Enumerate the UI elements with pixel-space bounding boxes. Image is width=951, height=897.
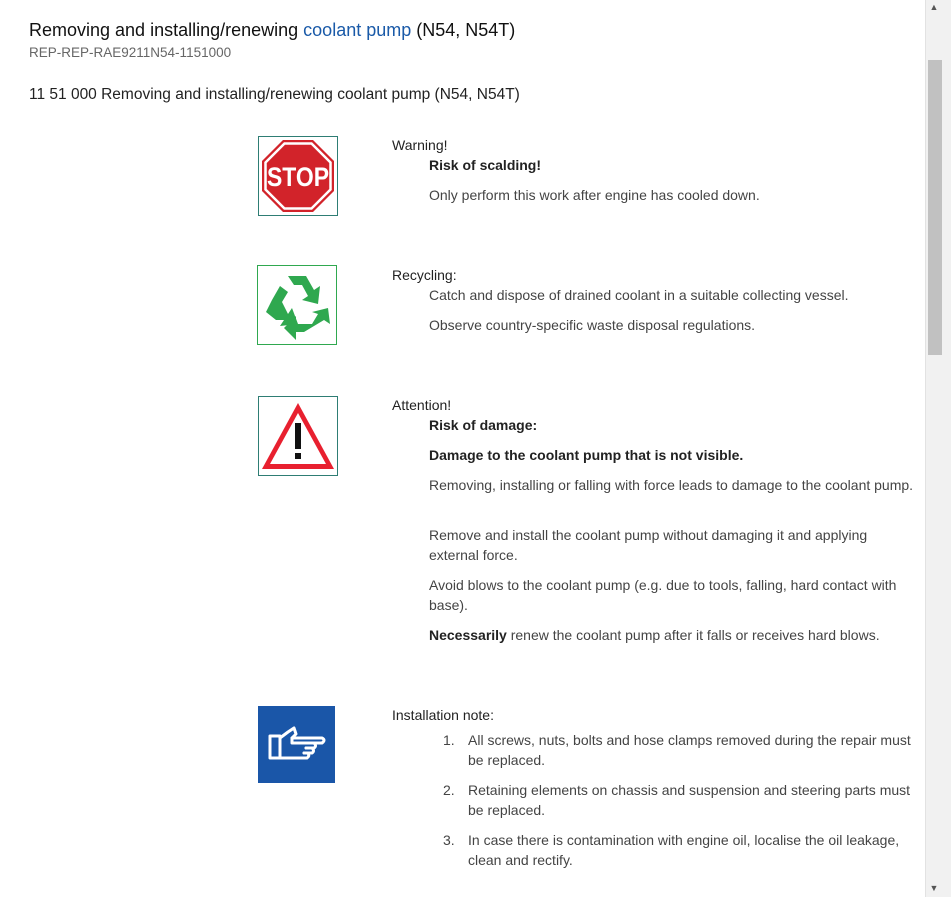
document-id: REP-REP-RAE9211N54-1151000 <box>29 45 232 60</box>
stop-sign-text: STOP <box>267 162 329 192</box>
section-heading: 11 51 000 Removing and installing/renewing coolant pump (N54, N54T) <box>29 86 520 103</box>
warning-text: Only perform this work after engine has cooled down. <box>429 187 760 203</box>
attention-line-4-rest: renew the coolant pump after it falls or receives hard blows. <box>506 627 880 643</box>
list-item-number: 2. <box>443 782 455 798</box>
recycling-icon <box>257 265 337 345</box>
attention-line-1: Removing, installing or falling with force leads to damage to the coolant pump. <box>429 477 914 493</box>
attention-label: Attention! <box>392 397 452 413</box>
necessarily-bold: Necessarily <box>429 627 507 643</box>
title-prefix: Removing and installing/renewing <box>29 20 304 40</box>
attention-line-4 <box>429 625 914 645</box>
page-title <box>29 20 515 41</box>
installation-note-label: Installation note: <box>392 707 494 723</box>
list-item: Retaining elements on chassis and suspension and steering parts must be replaced. <box>468 782 911 818</box>
stop-sign-icon <box>258 136 338 216</box>
recycling-line-2: Observe country-specific waste disposal regulations. <box>429 317 756 333</box>
recycling-label: Recycling: <box>392 267 457 283</box>
scrollbar-thumb[interactable] <box>928 60 942 355</box>
warning-triangle-icon <box>258 396 338 476</box>
scroll-up-arrow-icon[interactable]: ▲ <box>929 2 939 12</box>
warning-label: Warning! <box>392 137 448 153</box>
list-item: In case there is contamination with engine oil, localise the oil leakage, clean and rectify. <box>468 832 900 868</box>
coolant-pump-link[interactable]: coolant pump <box>303 20 412 40</box>
list-item-number: 1. <box>443 732 455 748</box>
attention-bold-line: Damage to the coolant pump that is not visible. <box>429 447 744 463</box>
attention-line-3: Avoid blows to the coolant pump (e.g. due to tools, falling, hard contact with base). <box>429 577 897 613</box>
warning-subhead: Risk of scalding! <box>429 157 542 173</box>
recycling-line-1: Catch and dispose of drained coolant in a suitable collecting vessel. <box>429 287 849 303</box>
list-item-number: 3. <box>443 832 455 848</box>
title-suffix: (N54, N54T) <box>411 20 516 40</box>
attention-line-2: Remove and install the coolant pump without damaging it and applying external force. <box>429 527 868 563</box>
pointing-hand-icon <box>258 706 335 783</box>
scroll-down-arrow-icon[interactable]: ▼ <box>929 883 939 893</box>
list-item: All screws, nuts, bolts and hose clamps removed during the repair must be replaced. <box>468 732 911 768</box>
attention-subhead: Risk of damage: <box>429 417 538 433</box>
